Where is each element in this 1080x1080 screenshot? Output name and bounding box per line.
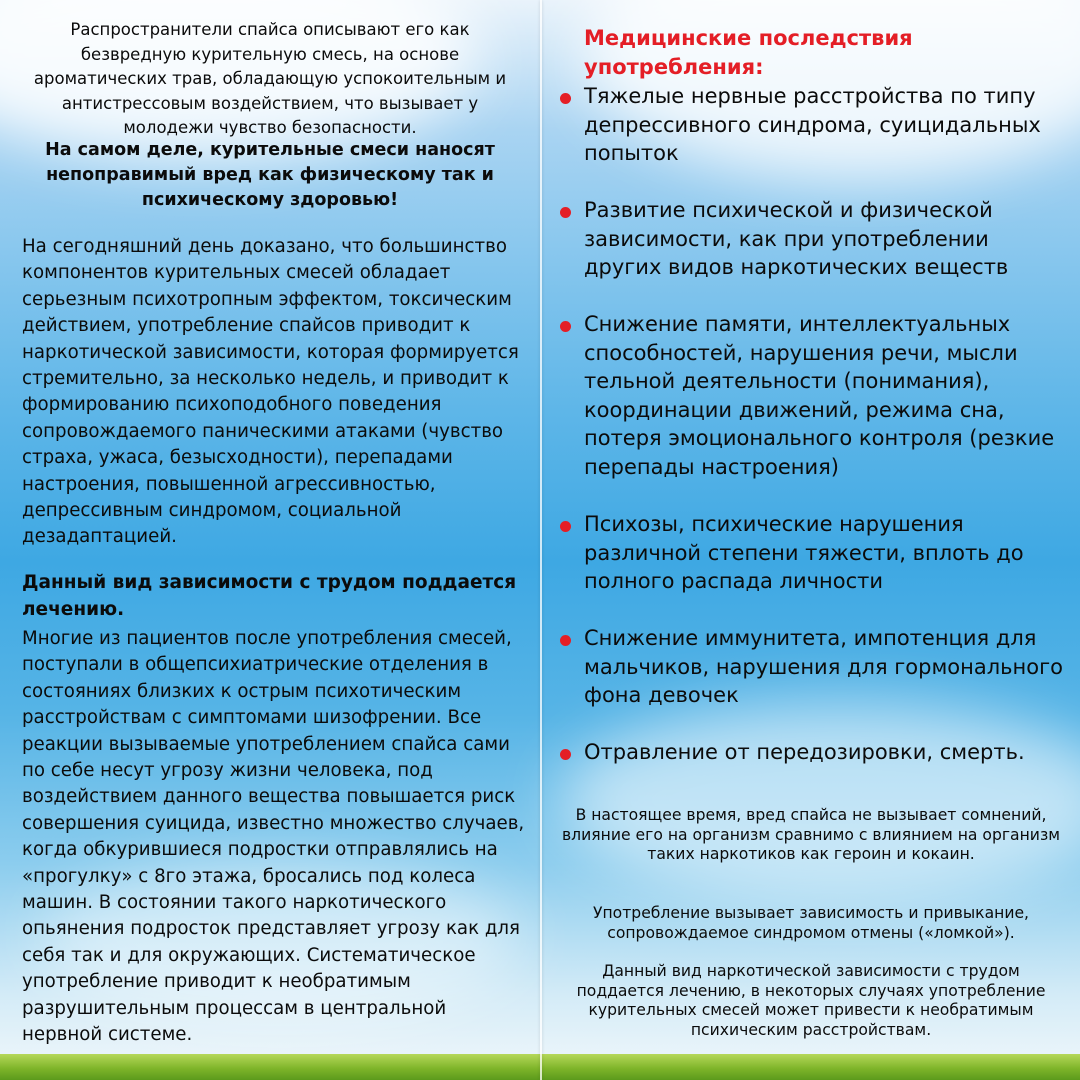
bullet-icon xyxy=(560,749,571,760)
bullet-icon xyxy=(560,521,571,532)
claim-text: На самом деле, курительные смеси наносят непоправимый вред как физическому так и психическому здоровью! xyxy=(45,140,495,210)
consequence-text: Развитие психической и физической зависимости, как при употреблении других видов наркотических веществ xyxy=(584,198,1009,280)
intro-text: Распространители спайса описывают его как безвредную курительную смесь, на основе ароматических трав, обладающую успокоительным и антистрессовым воздействием, что вызывает у молодежи чувство безопасности. xyxy=(33,20,507,138)
paragraph-evidence: На сегодняшний день доказано, что большинство компонентов курительных смесей обладает серьезным психотропным эффектом, токсическим действием, употребление спайсов приводит к наркотической зависимости, которая формируется стремительно, за несколько недель, и приводит к формированию психоподобного поведения сопровождаемого паническими атаками (чувство страха, ужаса, безысходности), перепадами настроения, повышенной агрессивностью, депрессивным синдромом, социальной дезадаптацией. xyxy=(22,236,519,548)
consequence-text: Снижение памяти, интеллектуальных способностей, нарушения речи, мысли тельной деятельности (понимания), координации движений, режима сна, потеря эмоционального контроля (резкие перепады настроения) xyxy=(584,312,1055,479)
closing-paragraph: Данный вид наркотической зависимости с трудом поддается лечению, в некоторых случаях употребление курительных смесей может привести к необратимым психическим расстройствам. xyxy=(576,962,1046,1039)
consequence-text: Психозы, психические нарушения различной степени тяжести, вплоть до полного распада личности xyxy=(584,512,1024,594)
treatment-note: Данный вид зависимости с трудом поддается лечению. xyxy=(22,572,517,620)
bullet-icon xyxy=(560,321,571,332)
consequence-text: Отравление от передозировки, смерть. xyxy=(584,740,1025,764)
bullet-icon xyxy=(560,635,571,646)
bullet-icon xyxy=(560,93,571,104)
right-panel xyxy=(542,0,1080,1080)
consequence-text: Тяжелые нервные расстройства по типу депрессивного синдрома, суицидальных попыток xyxy=(584,84,1041,166)
consequence-text: Снижение иммунитета, импотенция для мальчиков, нарушения для гормонального фона девочек xyxy=(584,626,1064,708)
paragraph-patients: Многие из пациентов после употребления смесей, поступали в общепсихиатрические отделения в состояниях близких к острым психотическим расстройствам с симптомами шизофрении. Все реакции вызываемые употреблением спайса сами по себе несут угрозу жизни человека, под воздействием данного вещества повышается риск совершения суицида, известно множество случаев, когда обкурившиеся подростки отправлялись на «прогулку» с 8го этажа, бросались под колеса машин. В состоянии такого наркотического опьянения подросток представляет угрозу как для себя так и для окружающих. Систематическое употребление приводит к необратимым разрушительным процессам в центральной нервной системе. xyxy=(22,628,525,1046)
bullet-icon xyxy=(560,207,571,218)
closing-paragraph: В настоящее время, вред спайса не вызывает сомнений, влияние его на организм сравнимо с влиянием на организм таких наркотиков как героин и кокаин. xyxy=(561,806,1060,863)
consequences-heading: Медицинские последствия употребления: xyxy=(584,26,913,79)
closing-paragraph: Употребление вызывает зависимость и привыкание, сопровождаемое синдромом отмены («ломкой»). xyxy=(592,904,1030,942)
